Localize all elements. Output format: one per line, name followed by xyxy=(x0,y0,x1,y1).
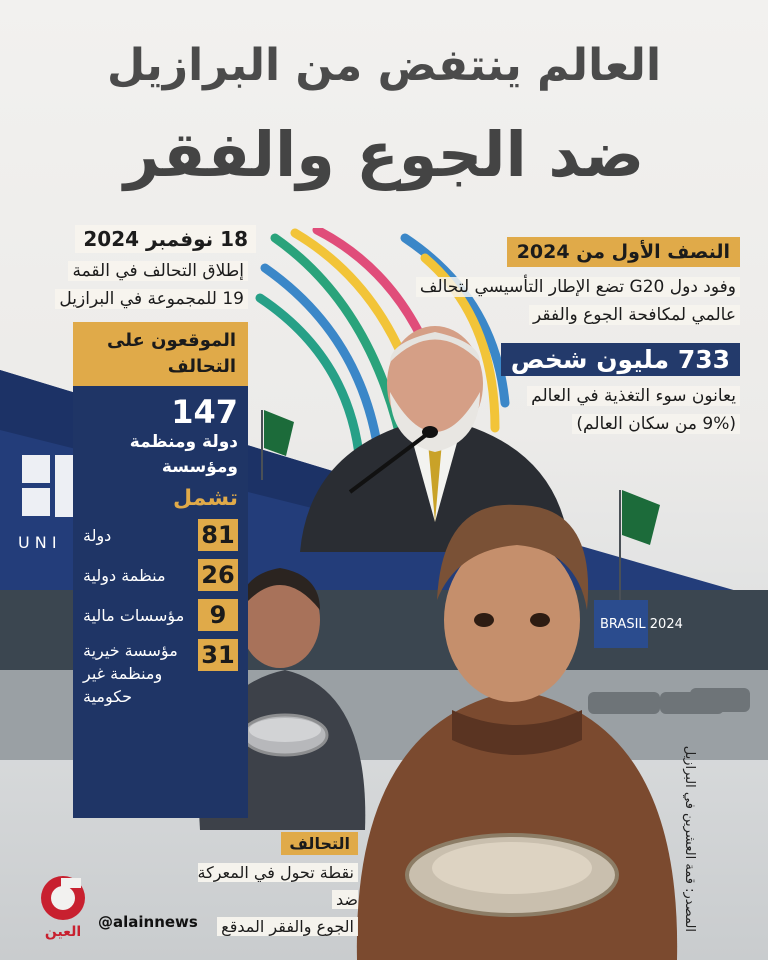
signers-body xyxy=(73,386,248,818)
signers-total-label xyxy=(83,430,238,480)
signers-heading-line-2: التحالف xyxy=(167,356,236,377)
social-handle[interactable]: @alainnews xyxy=(98,913,198,931)
signers-item xyxy=(83,559,238,591)
source-credit: المصدر: قمة العشرين في البرازيل xyxy=(682,745,697,932)
signers-total-label-line-2: ومؤسسة xyxy=(161,457,238,477)
malnourished-figure: 733 مليون شخص xyxy=(501,343,740,376)
signers-item-label: مؤسسة خيرية ومنظمة غير حكومية xyxy=(83,641,178,706)
signers-heading xyxy=(73,322,248,386)
headline-line-2: ضد الجوع والفقر xyxy=(123,118,645,191)
wall-text-uni: U N I xyxy=(18,533,57,552)
alliance-tag: التحالف xyxy=(281,832,358,855)
malnourished-text xyxy=(501,382,740,438)
logo-text: العين xyxy=(44,924,82,940)
launch-text-line-1: إطلاق التحالف في القمة xyxy=(68,261,248,281)
launch-block xyxy=(47,225,256,313)
signers-item-count: 26 xyxy=(198,559,238,591)
signers-item xyxy=(83,519,238,551)
signers-item-count: 81 xyxy=(198,519,238,551)
signers-item-count: 31 xyxy=(198,639,238,671)
signers-panel xyxy=(73,322,248,818)
launch-date: 18 نوفمبر 2024 xyxy=(75,225,256,253)
signers-includes: تشمل xyxy=(172,486,238,511)
launch-text xyxy=(47,257,256,313)
first-half-text xyxy=(416,273,740,329)
malnourished-block xyxy=(501,343,740,438)
signers-item-count: 9 xyxy=(198,599,238,631)
alliance-text-line-2: الجوع والفقر المدقع xyxy=(217,917,358,936)
alliance-text-line-1: نقطة تحول في المعركة ضد xyxy=(197,863,358,909)
first-half-block xyxy=(416,237,740,329)
alliance-block xyxy=(186,832,358,940)
launch-text-line-2: 19 للمجموعة في البرازيل xyxy=(55,289,248,309)
signers-total-label-line-1: دولة ومنظمة xyxy=(129,432,238,452)
signers-item-label: مؤسسات مالية xyxy=(83,605,185,625)
signers-item xyxy=(83,639,238,708)
signers-heading-line-1: الموقعون على xyxy=(107,330,236,351)
malnourished-text-line-1: يعانون سوء التغذية في العالم xyxy=(527,386,740,406)
first-half-tag: النصف الأول من 2024 xyxy=(507,237,740,267)
first-half-text-line-2: عالمي لمكافحة الجوع والفقر xyxy=(529,305,740,325)
first-half-text-line-1: وفود دول G20 تضع الإطار التأسيسي لتحالف xyxy=(416,277,740,297)
signers-item-label: منظمة دولية xyxy=(83,565,166,585)
child-with-plate-photo xyxy=(352,490,682,960)
building-sign: BRASIL 2024 xyxy=(600,617,683,632)
headline-line-1: العالم ينتفض من البرازيل xyxy=(106,40,662,91)
alliance-text xyxy=(186,859,358,940)
alain-logo-icon xyxy=(34,874,92,942)
signers-item-label: دولة xyxy=(83,525,112,545)
signers-item xyxy=(83,599,238,631)
malnourished-text-line-2: (9% من سكان العالم) xyxy=(572,414,740,434)
signers-total: 147 xyxy=(171,393,238,431)
